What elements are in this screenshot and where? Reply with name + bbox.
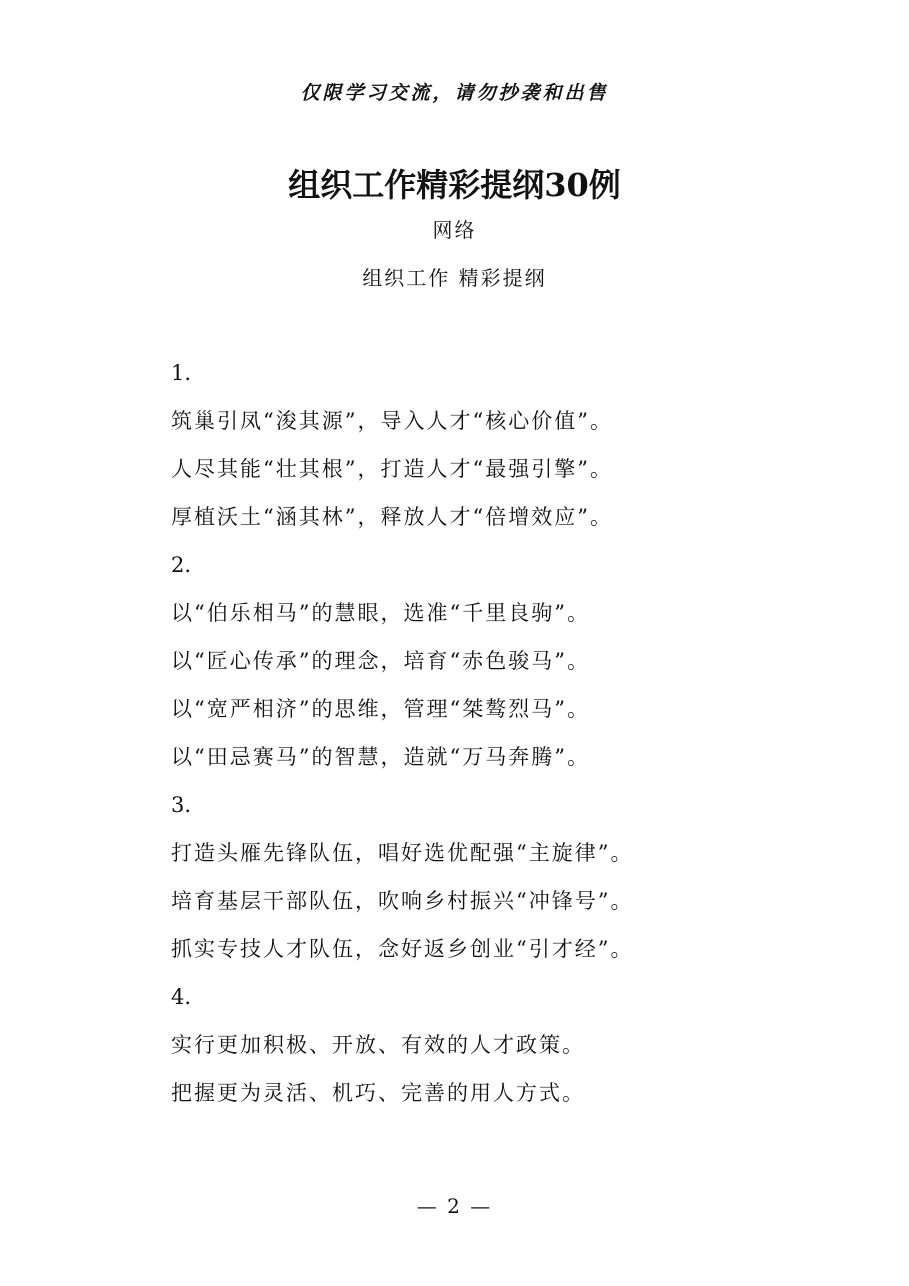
body-line: 以“伯乐相马”的慧眼，选准“千里良驹”。 [171,601,590,625]
page-number: — 2 — [416,1194,493,1218]
body-line: 以“田忌赛马”的智慧，造就“万马奔腾”。 [171,745,590,769]
body-line: 实行更加积极、开放、有效的人才政策。 [171,1033,585,1057]
body-line: 以“宽严相济”的思维，管理“桀骜烈马”。 [171,697,590,721]
watermark-notice: 仅限学习交流，请勿抄袭和出售 [300,82,609,104]
body-line: 以“匠心传承”的理念，培育“赤色骏马”。 [171,649,590,673]
document-source: 网络 [432,218,477,242]
document-title: 组织工作精彩提纲30例 [288,166,621,204]
body-line: 把握更为灵活、机巧、完善的用人方式。 [171,1081,585,1105]
body-line: 打造头雁先锋队伍，唱好选优配强“主旋律”。 [171,841,634,865]
body-line: 培育基层干部队伍，吹响乡村振兴“冲锋号”。 [171,889,634,913]
document-body [171,357,671,1125]
body-line: 筑巢引凤“浚其源”，导入人才“核心价值”。 [171,409,613,433]
section-number: 3. [171,793,192,817]
body-line: 厚植沃土“涵其林”，释放人才“倍增效应”。 [171,505,613,529]
section-number: 1. [171,361,192,385]
section-number: 4. [171,985,192,1009]
body-line: 人尽其能“壮其根”，打造人才“最强引擎”。 [171,457,613,481]
body-line: 抓实专技人才队伍，念好返乡创业“引才经”。 [171,937,634,961]
document-keywords: 组织工作 精彩提纲 [362,266,547,290]
section-number: 2. [171,553,192,577]
